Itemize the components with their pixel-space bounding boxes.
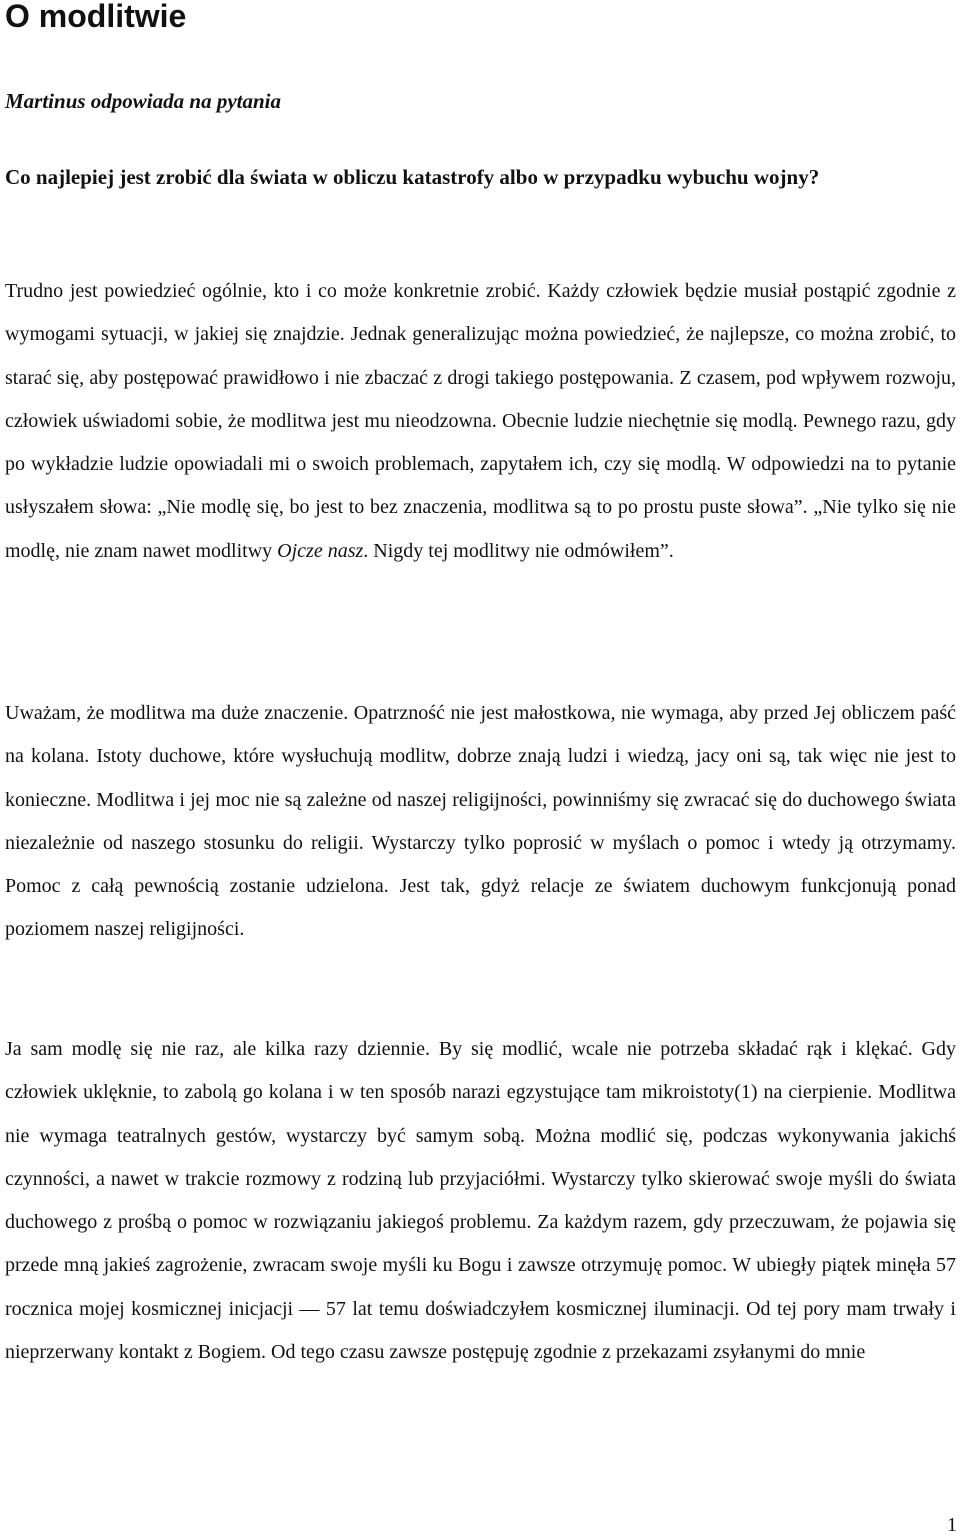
question: Co najlepiej jest zrobić dla świata w obliczu katastrofy albo w przypadku wybuchu wojny? [5,165,820,189]
paragraph-3: Ja sam modlę się nie raz, ale kilka razy dziennie. By się modlić, wcale nie potrzeba składać rąk i klękać. Gdy człowiek uklęknie, to zabolą go kolana i w ten sposób narazi egzystujące tam mikroistoty(1) na cierpienie. Modlitwa nie wymaga teatralnych gestów, wystarczy być samym sobą. Można modlić się, podczas wykonywania jakichś czynności, a nawet w trakcie rozmowy z rodziną lub przyjaciółmi. Wystarczy tylko skierować swoje myśli do świata duchowego z prośbą o pomoc w rozwiązaniu jakiegoś problemu. Za każdym razem, gdy przeczuwam, że pojawia się przede mną jakieś zagrożenie, zwracam swoje myśli ku Bogu i zawsze otrzymuję pomoc. W ubiegły piątek minęła 57 rocznica mojej kosmicznej inicjacji — 57 lat temu doświadczyłem kosmicznej iluminacji. Od tej pory mam trwały i nieprzerwany kontakt z Bogiem. Od tego czasu zawsze postępuję zgodnie z przekazami zsyłanymi do mnie [5,1038,956,1364]
page-title: O modlitwie [5,0,187,34]
subtitle: Martinus odpowiada na pytania [5,89,281,113]
paragraph-2: Uważam, że modlitwa ma duże znaczenie. Opatrzność nie jest małostkowa, nie wymaga, aby przed Jej obliczem paść na kolana. Istoty duchowe, które wysłuchują modlitw, dobrze znają ludzi i wiedzą, jacy oni są, tak więc nie jest to konieczne. Modlitwa i jej moc nie są zależne od naszej religijności, powinniśmy się zwracać się do duchowego świata niezależnie od naszego stosunku do religii. Wystarczy tylko poprosić w myślach o pomoc i wtedy ją otrzymamy. Pomoc z całą pewnością zostanie udzielona. Jest tak, gdyż relacje ze światem duchowym funkcjonują ponad poziomem naszej religijności. [5,702,956,941]
paragraph-1-ending: . Nigdy tej modlitwy nie odmówiłem”. [363,539,674,562]
paragraph-1 [5,270,956,573]
prayer-title: Ojcze nasz [277,539,364,562]
page-number: 1 [947,1514,957,1536]
paragraph-1-text: Trudno jest powiedzieć ogólnie, kto i co może konkretnie zrobić. Każdy człowiek będzie musiał postąpić zgodnie z wymogami sytuacji, w jakiej się znajdzie. Jednak generalizując można powiedzieć, że najlepsze, co można zrobić, to starać się, aby postępować prawidłowo i nie zbaczać z drogi takiego postępowania. Z czasem, pod wpływem rozwoju, człowiek uświadomi sobie, że modlitwa jest mu nieodzowna. Obecnie ludzie niechętnie się modlą. Pewnego razu, gdy po wykładzie ludzie opowiadali mi o swoich problemach, zapytałem ich, czy się modlą. W odpowiedzi na to pytanie usłyszałem słowa: „Nie modlę się, bo jest to bez znaczenia, modlitwa są to po prostu puste słowa”. „Nie tylko się nie modlę, nie znam nawet modlitwy [5,280,956,562]
